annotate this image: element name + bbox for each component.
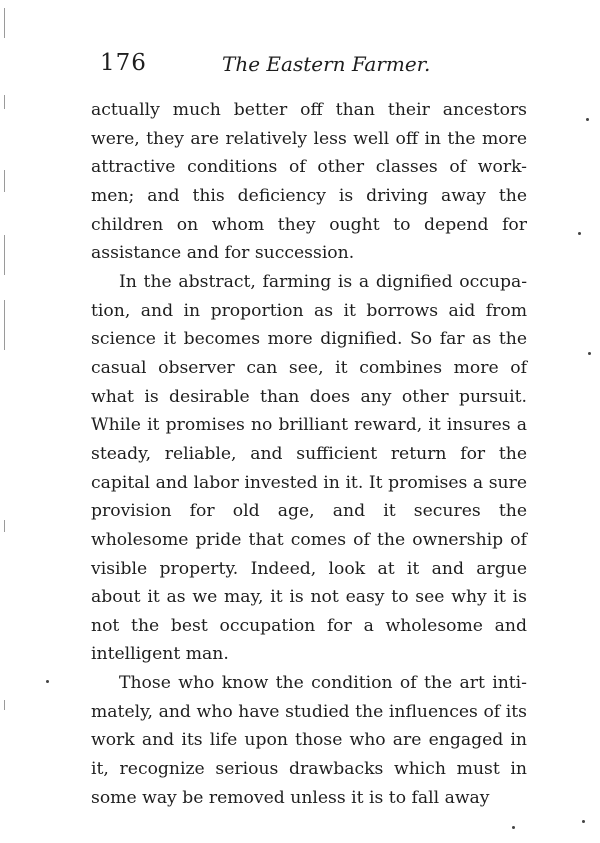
paragraph: Those who know the condition of the art inti-mately, and who have studied the influences of its work and its life upon those who are engaged in it, recognize serious drawbacks which must in some way be removed unless it is to fall away [91, 673, 527, 808]
margin-mark [4, 235, 5, 275]
scan-speck [582, 820, 585, 823]
margin-mark [4, 95, 5, 109]
margin-mark [4, 300, 5, 350]
margin-mark [4, 700, 5, 710]
margin-mark [4, 170, 5, 192]
scan-speck [46, 680, 49, 683]
body-text [91, 96, 527, 812]
running-title: The Eastern Farmer. [222, 52, 431, 76]
paragraph: actually much better off than their ancestors were, they are relatively less well off in the more attractive conditions of other classes of work-men; and this deficiency is driving away the children on whom they ought to depend for assistance and for succession. [91, 100, 527, 264]
paragraph: In the abstract, farming is a dignified occupa-tion, and in proportion as it borrows aid from science it becomes more dignified. So far as the casual observer can see, it combines more of what is desirable than does any other pursuit. While it promises no brilliant reward, it insures a steady, reliable, and sufficient return for the capital and labor invested in it. It promises a sure provision for old age, and it secures the wholesome pride that comes of the ownership of visible property. Indeed, look at it and argue about it as we may, it is not easy to see why it is not the best occupation for a wholesome and intelligent man. [91, 271, 527, 665]
left-margin-binding-marks [4, 0, 10, 843]
margin-mark [4, 520, 5, 532]
page-header [100, 50, 540, 84]
margin-mark [4, 8, 5, 38]
scan-speck [588, 352, 591, 355]
scan-speck [512, 826, 515, 829]
scan-speck [578, 232, 581, 235]
page-number: 176 [100, 50, 147, 76]
scan-speck [586, 118, 589, 121]
